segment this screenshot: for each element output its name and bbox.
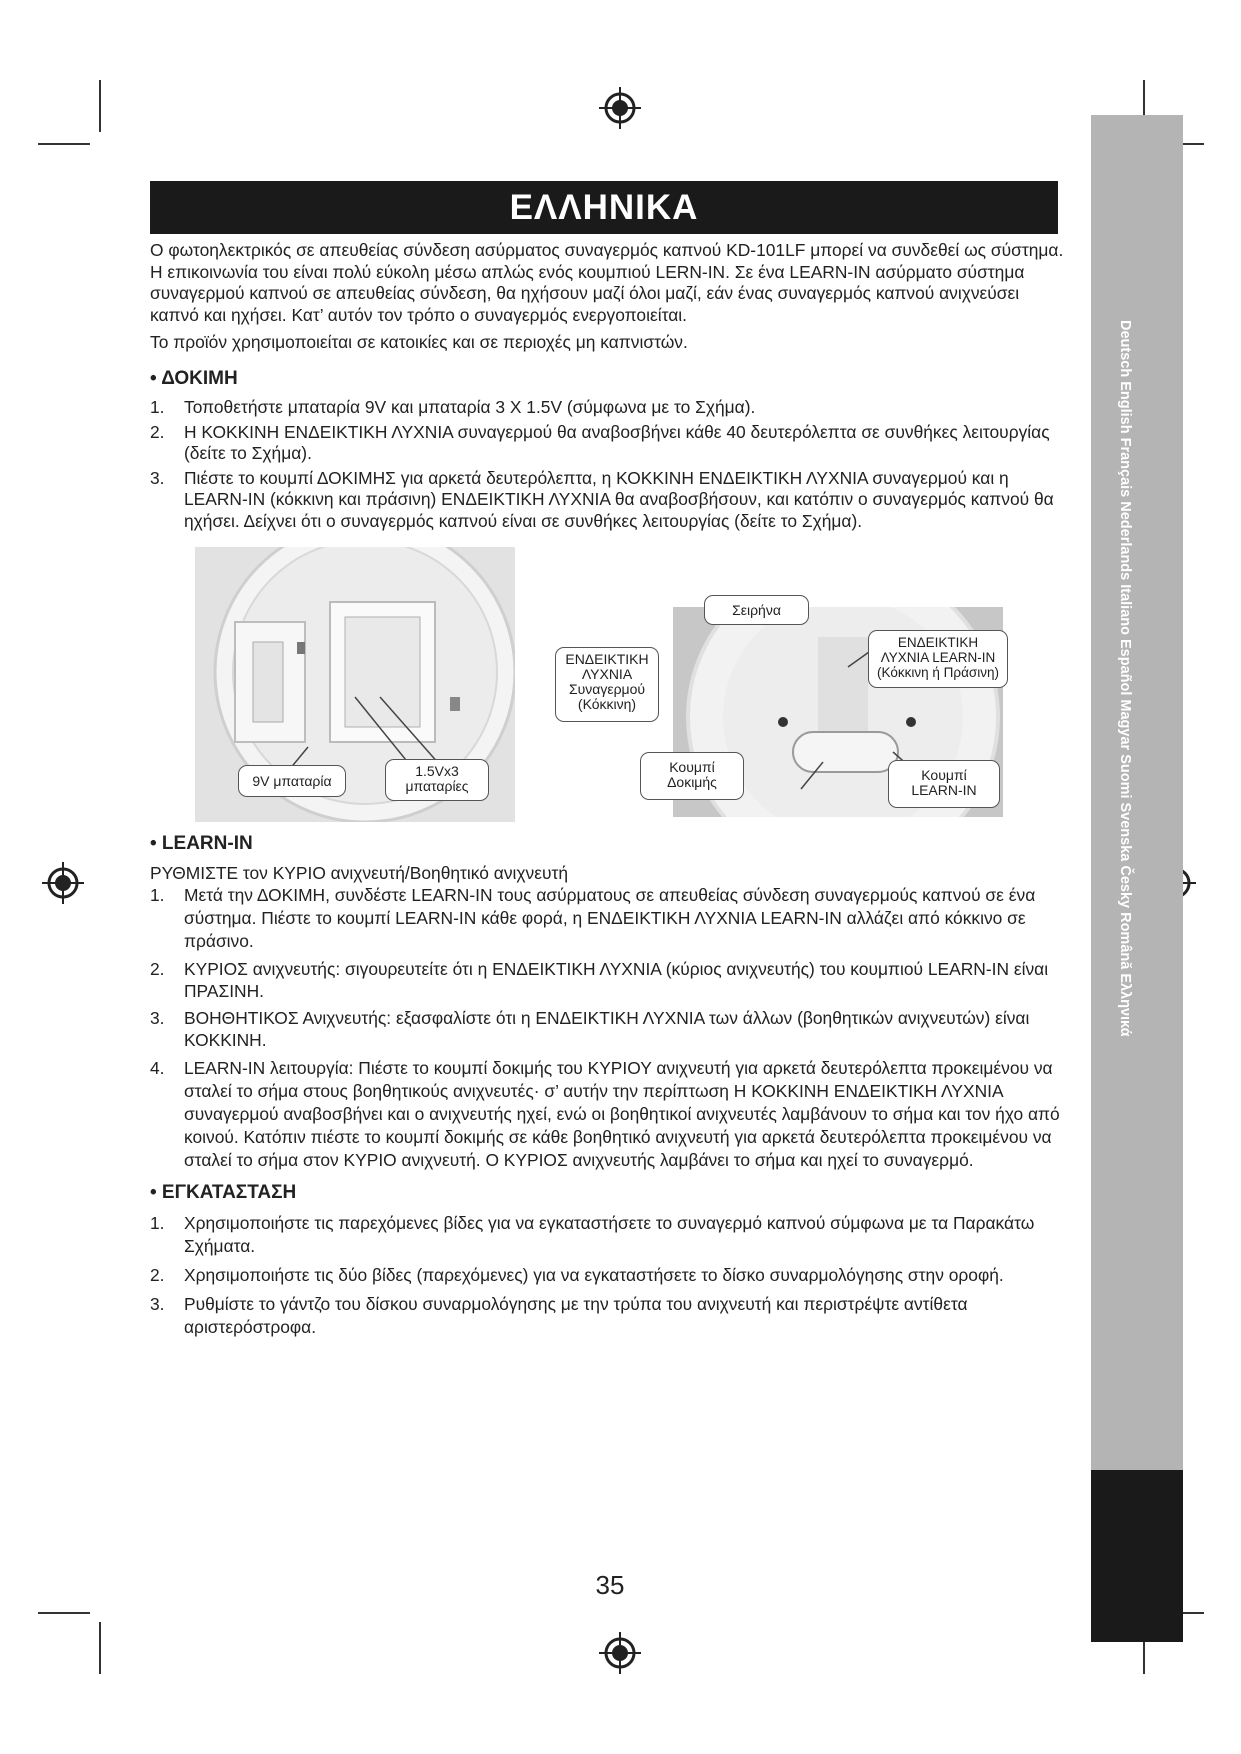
install-steps-list xyxy=(150,1212,1070,1339)
callout-learn-in-led: ΕΝΔΕΙΚΤΙΚΗ ΛΥΧΝΙΑ LEARN-IN (Κόκκινη ή Πράσινη) xyxy=(868,630,1008,688)
language-item: Română xyxy=(1117,912,1133,970)
intro-paragraph: Το προϊόν χρησιμοποιείται σε κατοικίες και σε περιοχές μη καπνιστών. xyxy=(150,332,688,352)
language-item: Svenska xyxy=(1117,802,1133,862)
list-item: 3. ΒΟΗΘΗΤΙΚΟΣ Ανιχνευτής: εξασφαλίστε ότι η ΕΝΔΕΙΚΤΙΚΗ ΛΥΧΝΙΑ των άλλων (βοηθητικών ανιχνευτών) είναι ΚΟΚΚΙΝΗ. xyxy=(150,1008,1030,1050)
list-item: 1. Τοποθετήστε μπαταρία 9V και μπαταρία 3 X 1.5V (σύμφωνα με το Σχήμα). xyxy=(150,397,756,417)
battery-compartment-photo xyxy=(195,547,515,822)
intro-paragraph: Ο φωτοηλεκτρικός σε απευθείας σύνδεση ασύρματος συναγερμός καπνού KD-101LF μπορεί να συνδεθεί ως σύστημα. Η επικοινωνία του είναι πολύ εύκολη μέσω απλώς ενός κουμπιού LERN-IN. Σε ένα LEARN-IN ασύρματο σύστημα συναγερμού καπνού σε απευθείας σύνδεση, θα ηχήσουν μαζί όλοι μαζί, εάν ένας συναγερμός καπνού ανιχνεύσει καπνό και ηχήσει. Κατ’ αυτόν τον τρόπο ο συναγερμός ενεργοποιείται. xyxy=(150,240,1064,325)
section-heading-test: • ΔΟΚΙΜΗ xyxy=(150,367,238,389)
callout-siren: Σειρήνα xyxy=(704,595,809,625)
crop-mark xyxy=(38,143,90,145)
language-item: English xyxy=(1117,381,1133,434)
registration-mark-icon xyxy=(40,860,86,906)
callout-learn-in-button: Κουμπί LEARN-IN xyxy=(888,760,1000,808)
list-item: 4. LEARN-IN λειτουργία: Πιέστε το κουμπί δοκιμής του ΚΥΡΙΟΥ ανιχνευτή για αρκετά δευτερόλεπτα προκειμένου να σταλεί το σήμα στους βοηθητικούς ανιχνευτές· σ’ αυτήν την περίπτωση Η ΚΟΚΚΙΝΗ ΕΝΔΕΙΚΤΙΚΗ ΛΥΧΝΙΑ συναγερμού αναβοσβήνει και ο ανιχνευτής ηχεί, ενώ οι βοηθητικοί ανιχνευτές λαμβάνουν το σήμα και τον ήχο από κοινού. Κατόπιν πιέστε το κουμπί δοκιμής σε κάθε βοηθητικό ανιχνευτή για αρκετά δευτερόλεπτα προκειμένου να σταλεί το σήμα στον ΚΥΡΙΟ ανιχνευτή. Ο ΚΥΡΙΟΣ ανιχνευτής λαμβάνει το σήμα και ηχεί το συναγερμό. xyxy=(150,1058,1060,1170)
list-item: 2. Η ΚΟΚΚΙΝΗ ΕΝΔΕΙΚΤΙΚΗ ΛΥΧΝΙΑ συναγερμού θα αναβοσβήνει κάθε 40 δευτερόλεπτα σε συνθήκες λειτουργίας (δείτε το Σχήμα). xyxy=(150,421,1050,463)
list-item: 1. Χρησιμοποιήστε τις παρεχόμενες βίδες για να εγκαταστήσετε το συναγερμό καπνού σύμφωνα με τα Παρακάτω Σχήματα. xyxy=(150,1212,1035,1256)
list-item: 3. Πιέστε το κουμπί ΔΟΚΙΜΗΣ για αρκετά δευτερόλεπτα, η ΚΟΚΚΙΝΗ ΕΝΔΕΙΚΤΙΚΗ ΛΥΧΝΙΑ συναγερμού και η LEARN-IN (κόκκινη και πράσινη) ΕΝΔΕΙΚΤΙΚΗ ΛΥΧΝΙΑ θα αναβοσβήσουν, και κατόπιν ο συναγερμός καπνού θα ηχήσει. Δείχνει ότι ο συναγερμός καπνού είναι σε συνθήκες λειτουργίας (δείτε το Σχήμα). xyxy=(150,467,1054,531)
section-heading-install: • ΕΓΚΑΤΑΣΤΑΣΗ xyxy=(150,1182,297,1203)
list-item: 2. Χρησιμοποιήστε τις δύο βίδες (παρεχόμενες) για να εγκαταστήσετε το δίσκο συναρμολόγησης στην οροφή. xyxy=(150,1264,1004,1285)
language-item: Deutsch xyxy=(1117,320,1133,378)
language-item: Ελληνικά xyxy=(1117,973,1133,1037)
learn-in-section xyxy=(150,833,1070,1172)
list-item: 1. Μετά την ΔΟΚΙΜΗ, συνδέστε LEARN-IN τους ασύρματους σε απευθείας σύνδεση συναγερμούς καπνού σε ένα σύστημα. Πιέστε το κουμπί LEARN-IN κάθε φορά, η ΕΝΔΕΙΚΤΙΚΗ ΛΥΧΝΙΑ LEARN-IN αλλάζει από κόκκινο σε πράσινο. xyxy=(150,885,1036,951)
language-item: Nederlands xyxy=(1117,501,1133,581)
language-side-tab-marker xyxy=(1091,1470,1183,1642)
callout-test-button: Κουμπί Δοκιμής xyxy=(640,752,744,800)
list-item: 3. Ρυθμίστε το γάντζο του δίσκου συναρμολόγησης με την τρύπα του ανιχνευτή και περιστρέψτε αντίθετα αριστερόστροφα. xyxy=(150,1293,968,1337)
callout-alarm-led: ΕΝΔΕΙΚΤΙΚΗ ΛΥΧΝΙΑ Συναγερμού (Κόκκινη) xyxy=(555,647,659,722)
language-item: Español xyxy=(1117,639,1133,696)
page-title: ΕΛΛΗΝΙΚΑ xyxy=(150,181,1058,234)
callout-1-5v-batteries: 1.5Vx3 μπαταρίες xyxy=(385,759,489,801)
crop-mark xyxy=(99,1622,101,1674)
language-list xyxy=(1113,320,1137,1220)
language-item: Italiano xyxy=(1117,584,1133,635)
registration-mark-icon xyxy=(597,85,643,131)
main-content xyxy=(150,240,1070,1345)
page-number: 35 xyxy=(595,1570,625,1600)
figures-row xyxy=(150,542,1070,827)
crop-mark xyxy=(99,80,101,132)
list-item: 2. ΚΥΡΙΟΣ ανιχνευτής: σιγουρευτείτε ότι η ΕΝΔΕΙΚΤΙΚΗ ΛΥΧΝΙΑ (κύριος ανιχνευτής) του κουμπιού LEARN-IN είναι ΠΡΑΣΙΝΗ. xyxy=(150,959,1049,1001)
crop-mark xyxy=(38,1612,90,1614)
language-item: Suomi xyxy=(1117,754,1133,799)
language-item: Magyar xyxy=(1117,699,1133,751)
language-side-tab xyxy=(1091,115,1183,1470)
callout-9v-battery: 9V μπαταρία xyxy=(238,765,346,797)
language-item: Česky xyxy=(1117,865,1133,909)
learn-in-steps-list xyxy=(150,884,1070,1172)
section-heading-learn-in: • LEARN-IN xyxy=(150,833,253,854)
learn-in-subtitle: ΡΥΘΜΙΣΤΕ τον ΚΥΡΙΟ ανιχνευτή/Βοηθητικό ανιχνευτή xyxy=(150,862,569,883)
test-steps-list xyxy=(150,397,1070,532)
language-item: Français xyxy=(1117,437,1133,498)
registration-mark-icon xyxy=(597,1630,643,1676)
